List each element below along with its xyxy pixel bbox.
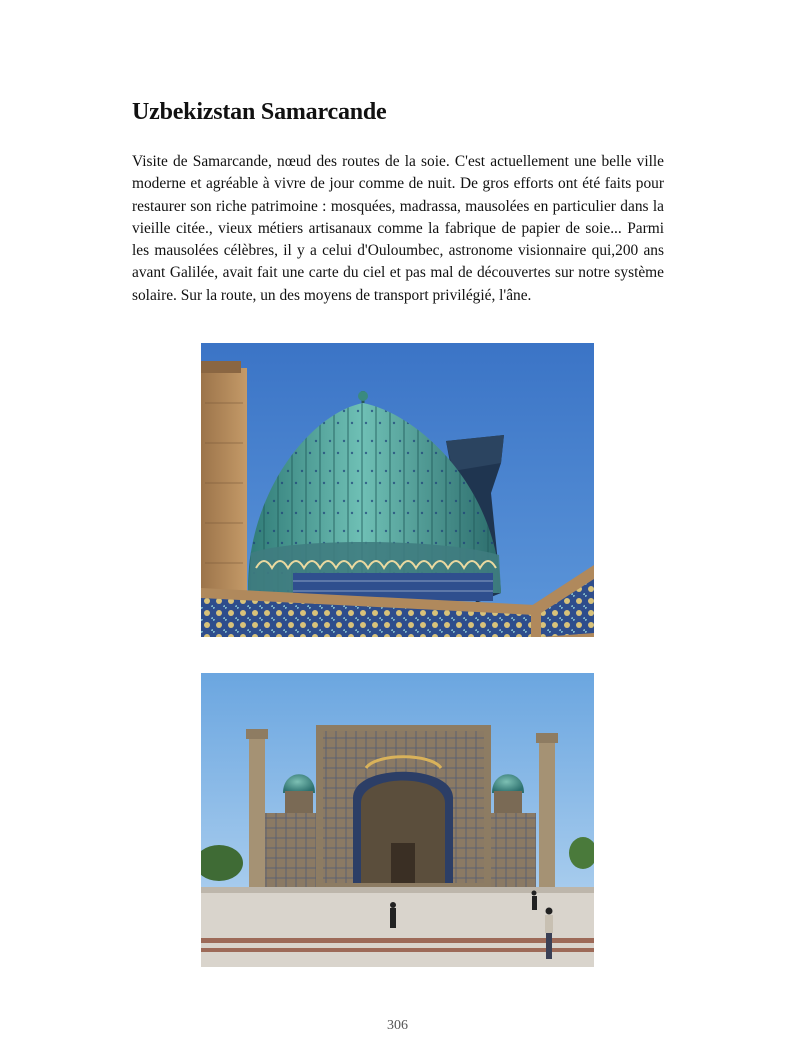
page-number: 306 (387, 1018, 408, 1033)
page-title: Uzbekizstan Samarcande (132, 99, 387, 125)
madrasa-photo (201, 673, 594, 967)
body-paragraph: Visite de Samarcande, nœud des routes de la soie. C'est actuellement une belle ville moderne et agréable à vivre de jour comme de nuit. De gros efforts ont été faits pour restaurer son riche patrimoine : mosquées, madrassa, mausolées en particulier dans la vieille citée., vieux métiers artisanaux comme la fabrique de papier de soie... Parmi les mausolées célèbres, il y a celui d'Ouloumbec, astronome visionnaire qui,200 ans avant Galilée, avait fait une carte du ciel et pas mal de découvertes sur notre système solaire. Sur la route, un des moyens de transport privilégié, l'âne. (132, 153, 664, 304)
dome-photo (201, 343, 594, 637)
